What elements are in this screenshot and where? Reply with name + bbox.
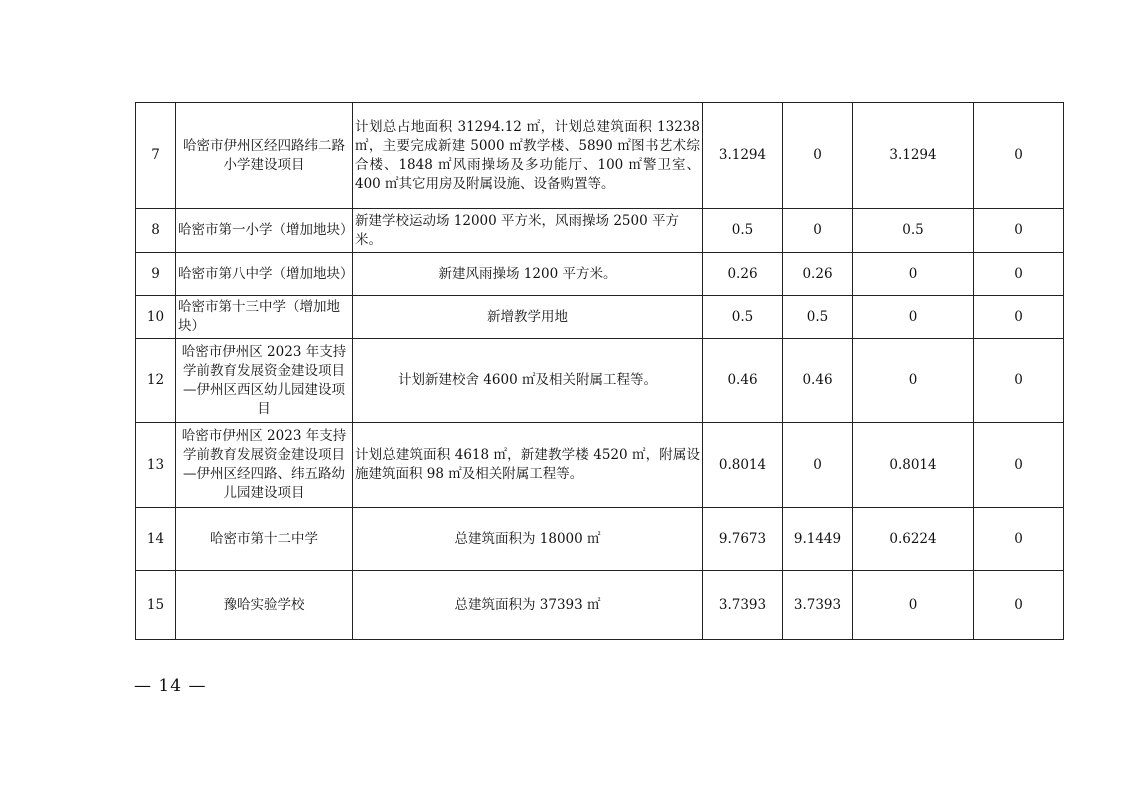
project-name: 哈密市伊州区 2023 年支持学前教育发展资金建设项目—伊州区经四路、纬五路幼儿园建设项目 — [176, 423, 353, 508]
value-col-4: 0 — [974, 339, 1064, 423]
value-total: 0.8014 — [703, 423, 783, 508]
value-col-3: 0 — [853, 339, 974, 423]
row-number: 14 — [136, 508, 176, 571]
row-number: 10 — [136, 296, 176, 339]
row-number: 12 — [136, 339, 176, 423]
value-col-4: 0 — [974, 508, 1064, 571]
row-number: 7 — [136, 103, 176, 209]
value-total: 0.5 — [703, 296, 783, 339]
project-content: 新建学校运动场 12000 平方米，风雨操场 2500 平方米。 — [353, 209, 703, 253]
table-row — [136, 339, 1064, 423]
value-col-4: 0 — [974, 296, 1064, 339]
value-total: 0.26 — [703, 253, 783, 296]
value-col-4: 0 — [974, 571, 1064, 640]
value-col-4: 0 — [974, 423, 1064, 508]
value-col-4: 0 — [974, 253, 1064, 296]
value-col-2: 0.5 — [783, 296, 853, 339]
row-number: 8 — [136, 209, 176, 253]
row-number: 13 — [136, 423, 176, 508]
value-col-4: 0 — [974, 209, 1064, 253]
value-total: 3.1294 — [703, 103, 783, 209]
project-content: 新建风雨操场 1200 平方米。 — [353, 253, 703, 296]
value-col-4: 0 — [974, 103, 1064, 209]
value-col-3: 0.5 — [853, 209, 974, 253]
table-row — [136, 571, 1064, 640]
value-col-3: 3.1294 — [853, 103, 974, 209]
row-number: 9 — [136, 253, 176, 296]
value-col-3: 0.6224 — [853, 508, 974, 571]
value-col-2: 0.26 — [783, 253, 853, 296]
value-col-2: 9.1449 — [783, 508, 853, 571]
project-table — [135, 102, 1064, 640]
project-content: 计划总占地面积 31294.12 ㎡，计划总建筑面积 13238 ㎡，主要完成新建 5000 ㎡教学楼、5890 ㎡图书艺术综合楼、1848 ㎡风雨操场及多功能厅、100 ㎡警卫室、400 ㎡其它用房及附属设施、设备购置等。 — [353, 103, 703, 209]
project-name: 哈密市伊州区经四路纬二路小学建设项目 — [176, 103, 353, 209]
table-row — [136, 103, 1064, 209]
table-row — [136, 209, 1064, 253]
value-col-2: 0 — [783, 209, 853, 253]
project-name: 哈密市第十二中学 — [176, 508, 353, 571]
row-number: 15 — [136, 571, 176, 640]
value-total: 9.7673 — [703, 508, 783, 571]
project-name: 哈密市第八中学（增加地块） — [176, 253, 353, 296]
value-col-3: 0.8014 — [853, 423, 974, 508]
value-col-2: 0.46 — [783, 339, 853, 423]
table-row — [136, 423, 1064, 508]
value-total: 3.7393 — [703, 571, 783, 640]
value-col-2: 3.7393 — [783, 571, 853, 640]
value-col-2: 0 — [783, 103, 853, 209]
page-number: — 14 — — [134, 676, 207, 696]
table-row — [136, 253, 1064, 296]
table-row — [136, 508, 1064, 571]
value-col-3: 0 — [853, 571, 974, 640]
value-total: 0.46 — [703, 339, 783, 423]
value-col-3: 0 — [853, 253, 974, 296]
project-name: 哈密市伊州区 2023 年支持学前教育发展资金建设项目—伊州区西区幼儿园建设项目 — [176, 339, 353, 423]
value-col-2: 0 — [783, 423, 853, 508]
project-name: 豫哈实验学校 — [176, 571, 353, 640]
value-col-3: 0 — [853, 296, 974, 339]
project-content: 新增教学用地 — [353, 296, 703, 339]
project-content: 计划新建校舍 4600 ㎡及相关附属工程等。 — [353, 339, 703, 423]
project-content: 总建筑面积为 18000 ㎡ — [353, 508, 703, 571]
project-content: 总建筑面积为 37393 ㎡ — [353, 571, 703, 640]
project-content: 计划总建筑面积 4618 ㎡，新建教学楼 4520 ㎡，附属设施建筑面积 98 ㎡及相关附属工程等。 — [353, 423, 703, 508]
value-total: 0.5 — [703, 209, 783, 253]
project-name: 哈密市第十三中学（增加地块） — [176, 296, 353, 339]
project-name: 哈密市第一小学（增加地块） — [176, 209, 353, 253]
table-row — [136, 296, 1064, 339]
